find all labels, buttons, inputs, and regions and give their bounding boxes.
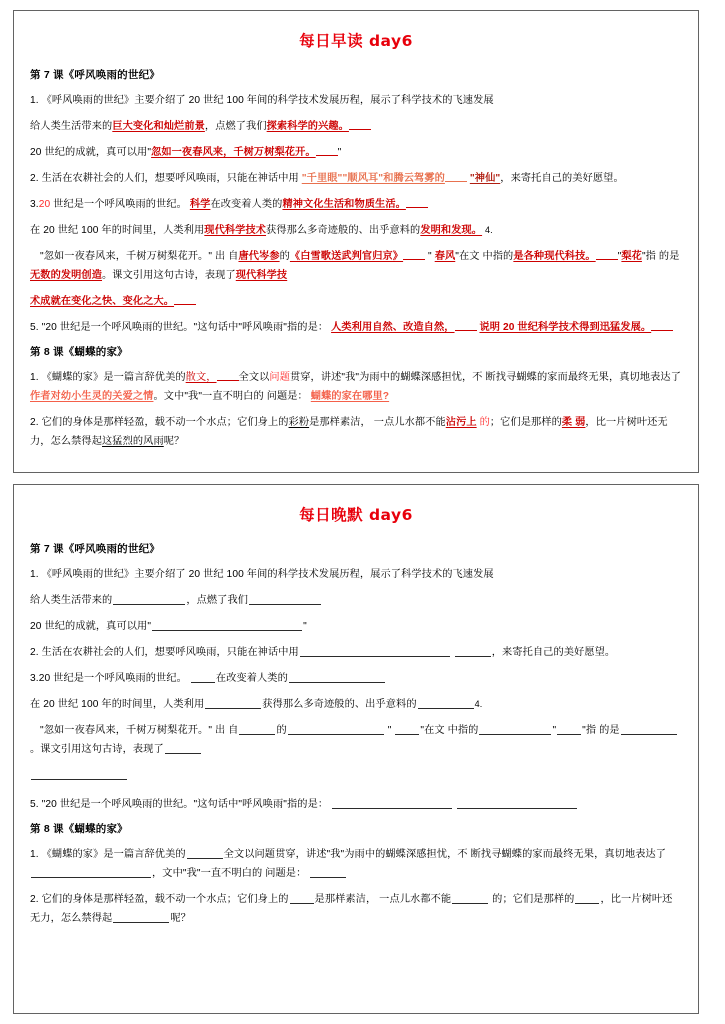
evening-l7-q4b-mid2: " — [387, 725, 392, 736]
morning-l7-q4b-answer5: 梨花 — [621, 251, 642, 262]
morning-l7-q4b-answer4: 是各种现代科技。 — [513, 251, 596, 262]
evening-l7-q4b-blank3[interactable] — [395, 722, 419, 735]
evening-l8-q1-pre: 1. 《蝴蝶的家》是一篇言辞优美的 — [30, 849, 186, 860]
evening-l7-q3-mid: 在改变着人类的 — [215, 673, 288, 684]
evening-l7-q1b — [30, 591, 682, 610]
evening-l8-q2-post: 呢？ — [170, 913, 191, 924]
evening-title: 每日晚默 day6 — [299, 506, 413, 524]
morning-l7-q4b-answer7: 现代科学技 — [235, 270, 288, 281]
morning-l7-q4a-pre: 在 20 世纪 100 年的时间里，人类利用 — [30, 225, 205, 236]
morning-l8-q2-mid1: 是那样素洁， 一点儿水都不能 — [309, 417, 446, 428]
evening-l7-q4b-blank5[interactable] — [557, 722, 581, 735]
morning-l7-q1c-blank-tail — [316, 144, 338, 156]
morning-l7-q1c-answer: 忽如一夜春风来，千树万树梨花开。 — [151, 147, 316, 158]
morning-l7-q1c-post: " — [337, 147, 342, 158]
morning-l8-q2-pre: 2. 它们的身体是那样轻盈，载不动一个水点；它们身上的 — [30, 417, 289, 428]
morning-l7-q4b-mid4: " — [617, 251, 622, 262]
morning-l7-q3-blank-tail — [406, 196, 428, 208]
morning-l8-q1-answer4: 蝴蝶的家在哪里? — [310, 391, 390, 402]
evening-l7-q3-blank2[interactable] — [289, 670, 385, 683]
morning-l7-q2-answer1: "千里眼""顺风耳"和腾云驾雾的 — [301, 173, 445, 184]
morning-l7-q4b-blank1 — [403, 248, 425, 260]
morning-l7-q2-answer2: "神仙" — [469, 173, 501, 184]
morning-l7-q1b — [30, 117, 682, 136]
evening-l7-q4a-blank2[interactable] — [418, 696, 474, 709]
evening-l8-q2-blank4[interactable] — [113, 910, 169, 923]
morning-l7-q3-mid: 在改变着人类的 — [210, 199, 283, 210]
evening-l7-q3 — [30, 669, 682, 688]
evening-lesson8-heading: 第 8 课《蝴蝶的家》 — [30, 823, 128, 835]
morning-l8-q2-mid2: ；它们是那样的 — [489, 417, 562, 428]
morning-l7-q2 — [30, 169, 682, 188]
morning-reading-sheet — [13, 10, 699, 473]
morning-l7-q4b-mid3: "在文 中指的 — [455, 251, 514, 262]
evening-l8-q2-ans2b: 的 — [492, 894, 503, 905]
evening-l7-q1c-pre: 20 世纪的成就，真可以用" — [30, 621, 152, 632]
morning-l7-q1b-mid: ，点燃了我们 — [204, 121, 267, 132]
evening-l7-q4a-num: 4. — [474, 699, 483, 709]
morning-l7-q4b — [30, 247, 682, 285]
evening-l7-q4b-blank6[interactable] — [621, 722, 677, 735]
evening-lesson7-heading: 第 7 课《呼风唤雨的世纪》 — [30, 543, 160, 555]
morning-l7-q4a-answer1: 现代科学技术 — [204, 225, 267, 236]
morning-l8-q2-answer2: 沾污上 — [445, 417, 477, 428]
morning-l7-q2-pre: 2. 生活在农耕社会的人们，想要呼风唤雨，只能在神话中用 — [30, 173, 299, 184]
morning-l8-q1-pre: 1. 《蝴蝶的家》是一篇言辞优美的 — [30, 372, 186, 383]
morning-l7-q5-answer3: 猛发展。 — [610, 322, 652, 333]
morning-l7-q1c — [30, 143, 682, 162]
morning-l7-q3-answer1: 科学 — [189, 199, 211, 210]
morning-l8-q1-answer2: 问题 — [269, 372, 290, 383]
morning-l7-q1a-text: 1. 《呼风唤雨的世纪》主要介绍了 20 世纪 100 年间的科学技术发展历程，展示了科学技术的飞速发展 — [30, 95, 494, 106]
morning-l7-q4b-pre: "忽如一夜春风来，千树万树梨花开。" 出 自 — [40, 251, 239, 262]
evening-l7-q1c-blank[interactable] — [152, 618, 302, 631]
evening-l7-q4b-mid5: "指 的是 — [582, 725, 620, 736]
evening-l7-q1b-blank1[interactable] — [113, 592, 185, 605]
evening-l7-q4b-blank1[interactable] — [239, 722, 275, 735]
evening-l7-q5-blank2[interactable] — [457, 796, 577, 809]
morning-l7-q1b-answer1: 巨大变化和灿烂前景 — [112, 121, 205, 132]
morning-l7-q1a — [30, 91, 682, 110]
evening-l7-q1a — [30, 565, 682, 584]
morning-lesson8-heading: 第 8 课《蝴蝶的家》 — [30, 346, 128, 358]
evening-l7-q4a — [30, 695, 682, 714]
evening-l8-q1 — [30, 845, 682, 883]
morning-l7-q1b-blank-tail — [349, 118, 371, 130]
morning-l7-q4c — [30, 292, 682, 311]
evening-l7-q5 — [30, 795, 682, 814]
morning-l8-q2-answer3: 柔 弱 — [561, 417, 586, 428]
evening-l7-q3-highlight: 20 — [38, 673, 51, 684]
morning-lesson7-heading: 第 7 课《呼风唤雨的世纪》 — [30, 69, 160, 81]
morning-l7-q4a-answer2: 发明和发现。 — [420, 225, 483, 236]
evening-l7-q3-num: 3. — [30, 673, 39, 684]
morning-l8-q1-blank1 — [217, 369, 239, 381]
morning-l7-q4b-answer1: 唐代岑参 — [238, 251, 280, 262]
evening-l7-q2-post: ，来寄托自己的美好愿望。 — [491, 647, 616, 658]
evening-l8-q1-mid2: 全文以问题贯穿，讲述"我"为雨中的蝴蝶深感担忧，不 断找寻蝴蝶的家而最终无果，真切地表达了 — [223, 849, 667, 860]
morning-l8-q1-mid3: 。文中"我"一直不明白的 问题是： — [153, 391, 308, 402]
morning-l7-q3 — [30, 195, 682, 214]
morning-l7-q4a-mid: 获得那么多奇迹般的、出乎意料的 — [266, 225, 421, 236]
evening-l7-q1b-pre: 给人类生活带来的 — [30, 595, 113, 606]
evening-l7-q2 — [30, 643, 682, 662]
morning-l7-q4b-answer3: 春风 — [434, 251, 456, 262]
morning-l8-q2-post: 呢？ — [163, 436, 185, 447]
evening-l8-q2-pre: 2. 它们的身体是那样轻盈，载不动一个水点；它们身上的 — [30, 894, 289, 905]
morning-l8-q1-answer3: 作者对幼小生灵的关爱之情 — [30, 391, 154, 402]
morning-l7-q1c-pre: 20 世纪的成就，真可以用" — [30, 147, 152, 158]
evening-l8-q2-mid1: 是那样素洁， 一点儿水都不能 — [314, 894, 452, 905]
evening-l8-q1-blank3[interactable] — [310, 865, 346, 878]
evening-l7-q4a-blank1[interactable] — [205, 696, 261, 709]
morning-l7-q5 — [30, 318, 682, 337]
morning-l7-q5-blank1 — [455, 319, 477, 331]
evening-l7-q4b-mid6: 。课文引用这句古诗，表现了 — [30, 744, 164, 755]
morning-l7-q4c-answer: 术成就在变化之快、变化之大。 — [30, 296, 175, 307]
evening-l7-q4a-mid: 获得那么多奇迹般的、出乎意料的 — [262, 699, 417, 710]
morning-title: 每日早读 day6 — [299, 32, 413, 50]
evening-l8-q2-mid3: ，比一片树叶还无力，怎么禁得起 — [30, 894, 673, 924]
morning-l7-q3-answer2: 精神文化生活和物质生活。 — [282, 199, 406, 210]
morning-l7-q4b-blank2 — [596, 248, 618, 260]
evening-l7-q1c-post: " — [303, 621, 307, 632]
evening-l8-q2-blank1[interactable] — [290, 891, 314, 904]
evening-l7-q2-blank1[interactable] — [300, 644, 450, 657]
evening-l7-q4c — [30, 766, 682, 785]
morning-l7-q4b-answer2: 《白雪歌送武判官归京》 — [289, 251, 404, 262]
morning-l7-q2-post: ，来寄托自己的美好愿望。 — [500, 173, 624, 184]
morning-l8-q1 — [30, 368, 682, 406]
evening-l7-q2-blank2[interactable] — [455, 644, 491, 657]
morning-l8-q1-mid1: 全文以 — [238, 372, 270, 383]
morning-l7-q4a-num: 4. — [485, 225, 493, 235]
evening-l7-q4b — [30, 721, 682, 759]
morning-l7-q4b-mid1: 的 — [279, 251, 290, 262]
morning-l7-q4a — [30, 221, 682, 240]
evening-dictation-sheet — [13, 484, 699, 1014]
morning-l8-q1-answer1: 散文， — [185, 372, 217, 383]
evening-l8-q1-blank1[interactable] — [187, 846, 223, 859]
evening-l8-q1-mid3: ，文中"我"一直不明白的 问题是： — [152, 868, 307, 879]
evening-l7-q1b-mid: ，点燃了我们 — [186, 595, 249, 606]
evening-l7-q1b-blank2[interactable] — [249, 592, 321, 605]
morning-l8-q1-mid2: 贯穿，讲述"我"为雨中的蝴蝶深感担忧，不 断找寻蝴蝶的家而最终无果，真切地表达了 — [289, 372, 681, 383]
morning-l7-q1b-answer2: 探索科学的兴趣。 — [266, 121, 349, 132]
morning-l7-q1b-pre: 给人类生活带来的 — [30, 121, 113, 132]
morning-l8-q2-answer2b: 的 — [479, 417, 490, 428]
evening-l7-q4b-blank7[interactable] — [165, 741, 201, 754]
evening-l7-q4b-blank4[interactable] — [479, 722, 551, 735]
evening-l7-q1c — [30, 617, 682, 636]
evening-l7-q3-text: 世纪是一个呼风唤雨的世纪。 — [50, 673, 187, 684]
evening-l7-q2-pre: 2. 生活在农耕社会的人们，想要呼风唤雨，只能在神话中用 — [30, 647, 299, 658]
evening-l7-q4b-pre: "忽如一夜春风来，千树万树梨花开。" 出 自 — [40, 725, 239, 736]
morning-l7-q3-highlight: 20 — [38, 199, 51, 210]
morning-l7-q5-blank2 — [651, 319, 673, 331]
evening-l7-q4b-mid3: "在文 中指的 — [420, 725, 479, 736]
morning-l7-q4b-mid6: 。课文引用这句古诗，表现了 — [102, 270, 236, 281]
evening-l7-q1a-text: 1. 《呼风唤雨的世纪》主要介绍了 20 世纪 100 年间的科学技术发展历程，展示了科学技术的飞速发展 — [30, 569, 494, 580]
morning-l7-q5-answer1: 人类利用自然、改造自然， — [331, 322, 455, 333]
evening-l8-q1-blank2[interactable] — [31, 865, 151, 878]
evening-l7-q4b-blank2[interactable] — [288, 722, 384, 735]
morning-l8-q2 — [30, 413, 682, 451]
evening-l8-q2-mid2: ；它们是那样的 — [502, 894, 575, 905]
evening-l7-q4b-mid4: " — [552, 725, 557, 736]
morning-l7-q4b-mid5: "指 的是 — [641, 251, 680, 262]
evening-l7-q5-pre: 5. "20 世纪是一个呼风唤雨的世纪。"这句话中"呼风唤雨"指的是： — [30, 799, 329, 810]
morning-l7-q3-num: 3. — [30, 199, 39, 210]
morning-l7-q5-pre: 5. "20 世纪是一个呼风唤雨的世纪。"这句话中"呼风唤雨"指的是： — [30, 322, 329, 333]
evening-l8-q2-blank2[interactable] — [452, 891, 488, 904]
morning-l7-q4b-answer6: 无数的发明创造 — [30, 270, 103, 281]
evening-l7-q3-blank1[interactable] — [191, 670, 215, 683]
morning-l7-q2-blank1 — [445, 170, 467, 182]
morning-l7-q5-answer2: 说明 20 世纪科学技术得到迅 — [479, 322, 611, 333]
evening-l8-q2 — [30, 890, 682, 928]
morning-l7-q3-text: 世纪是一个呼风唤雨的世纪。 — [50, 199, 187, 210]
morning-l7-q4b-mid2: " — [428, 251, 432, 262]
morning-l8-q2-answer4: 这猛烈的风雨 — [102, 436, 164, 447]
evening-l8-q2-blank3[interactable] — [575, 891, 599, 904]
morning-l8-q2-answer1: 彩粉 — [288, 417, 310, 428]
evening-l7-q4a-pre: 在 20 世纪 100 年的时间里，人类利用 — [30, 699, 205, 710]
evening-l7-q4c-blank[interactable] — [31, 767, 127, 780]
morning-l8-q2-mid3: ，比一片树叶还无力，怎么禁得起 — [30, 417, 668, 447]
evening-l7-q4b-mid1: 的 — [276, 725, 287, 736]
morning-l7-q4c-blank-tail — [174, 293, 196, 305]
evening-l7-q5-blank1[interactable] — [332, 796, 452, 809]
